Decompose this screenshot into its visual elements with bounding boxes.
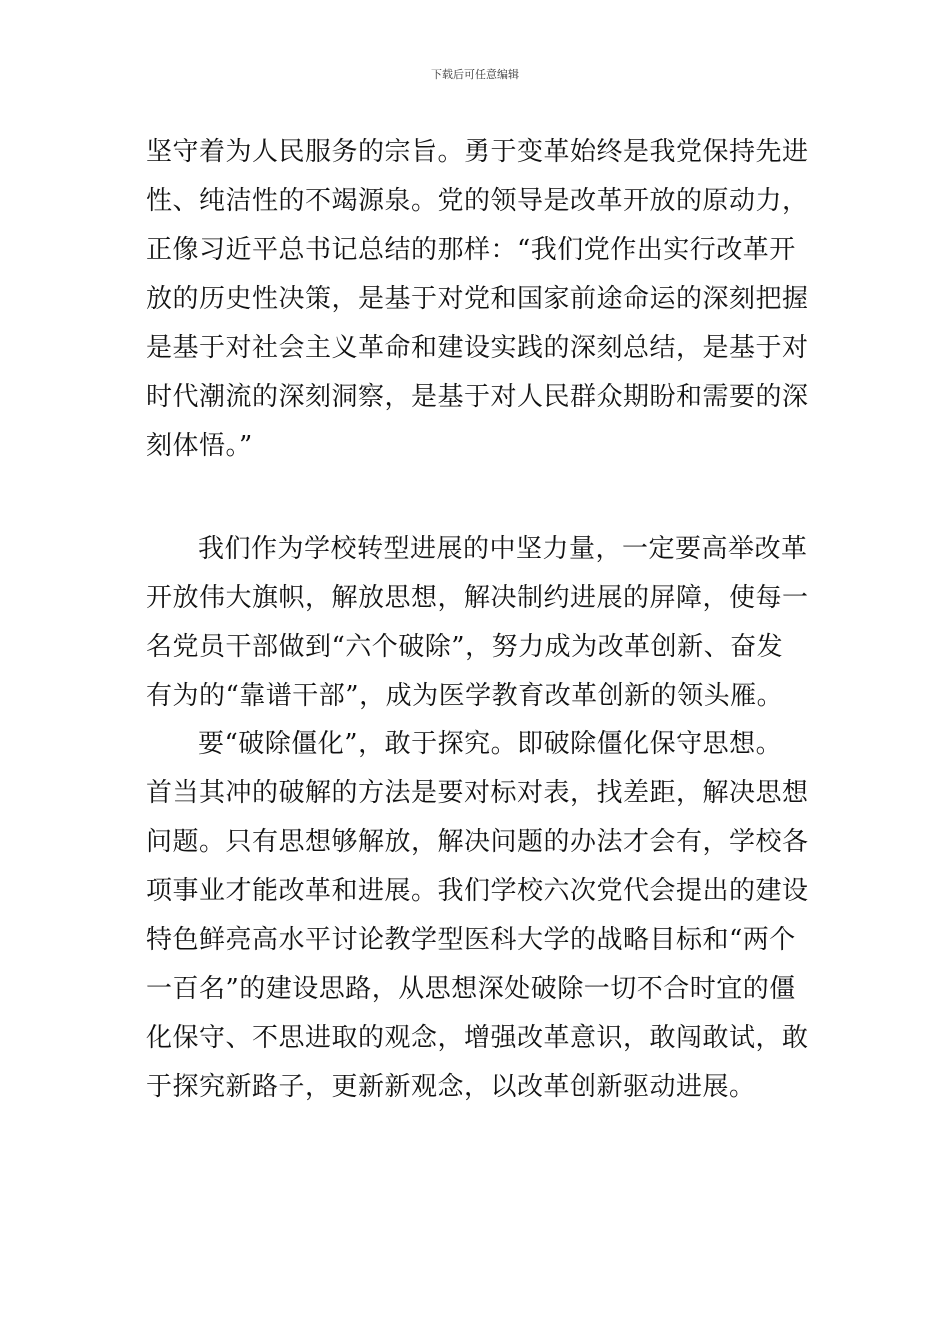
text-line: 名党员干部做到“六个破除”，努力成为改革创新、奋发 [146, 632, 784, 662]
page-header-note: 下载后可任意编辑 [431, 68, 519, 81]
text-line: 性、纯洁性的不竭源泉。党的领导是改革开放的原动力， [146, 186, 809, 216]
text-line: 要“破除僵化”，敢于探究。即破除僵化保守思想。 [198, 729, 783, 759]
text-line: 于探究新路子，更新新观念，以改革创新驱动进展。 [146, 1072, 756, 1102]
text-line: 是基于对社会主义革命和建设实践的深刻总结，是基于对 [146, 333, 809, 363]
body-paragraph-3 [146, 720, 810, 1112]
text-line: 有为的“靠谱干部”，成为医学教育改革创新的领头雁。 [146, 681, 784, 711]
text-line: 项事业才能改革和进展。我们学校六次党代会提出的建设 [146, 876, 809, 906]
text-line: 特色鲜亮高水平讨论教学型医科大学的战略目标和“两个 [146, 925, 796, 955]
text-line: 坚守着为人民服务的宗旨。勇于变革始终是我党保持先进 [146, 137, 809, 167]
text-line: 刻体悟。” [146, 431, 253, 461]
text-line: 正像习近平总书记总结的那样：“我们党作出实行改革开 [146, 235, 796, 265]
text-line: 开放伟大旗帜，解放思想，解决制约进展的屏障，使每一 [146, 583, 809, 613]
text-line: 我们作为学校转型进展的中坚力量，一定要高举改革 [198, 534, 808, 564]
text-line: 时代潮流的深刻洞察，是基于对人民群众期盼和需要的深 [146, 382, 809, 412]
text-line: 问题。只有思想够解放，解决问题的办法才会有，学校各 [146, 827, 809, 857]
body-paragraph-1 [146, 128, 810, 471]
body-paragraph-2 [146, 525, 810, 721]
text-line: 放的历史性决策，是基于对党和国家前途命运的深刻把握 [146, 284, 809, 314]
text-line: 一百名”的建设思路，从思想深处破除一切不合时宜的僵 [146, 974, 796, 1004]
text-line: 化保守、不思进取的观念，增强改革意识，敢闯敢试，敢 [146, 1023, 809, 1053]
text-line: 首当其冲的破解的方法是要对标对表，找差距，解决思想 [146, 778, 809, 808]
